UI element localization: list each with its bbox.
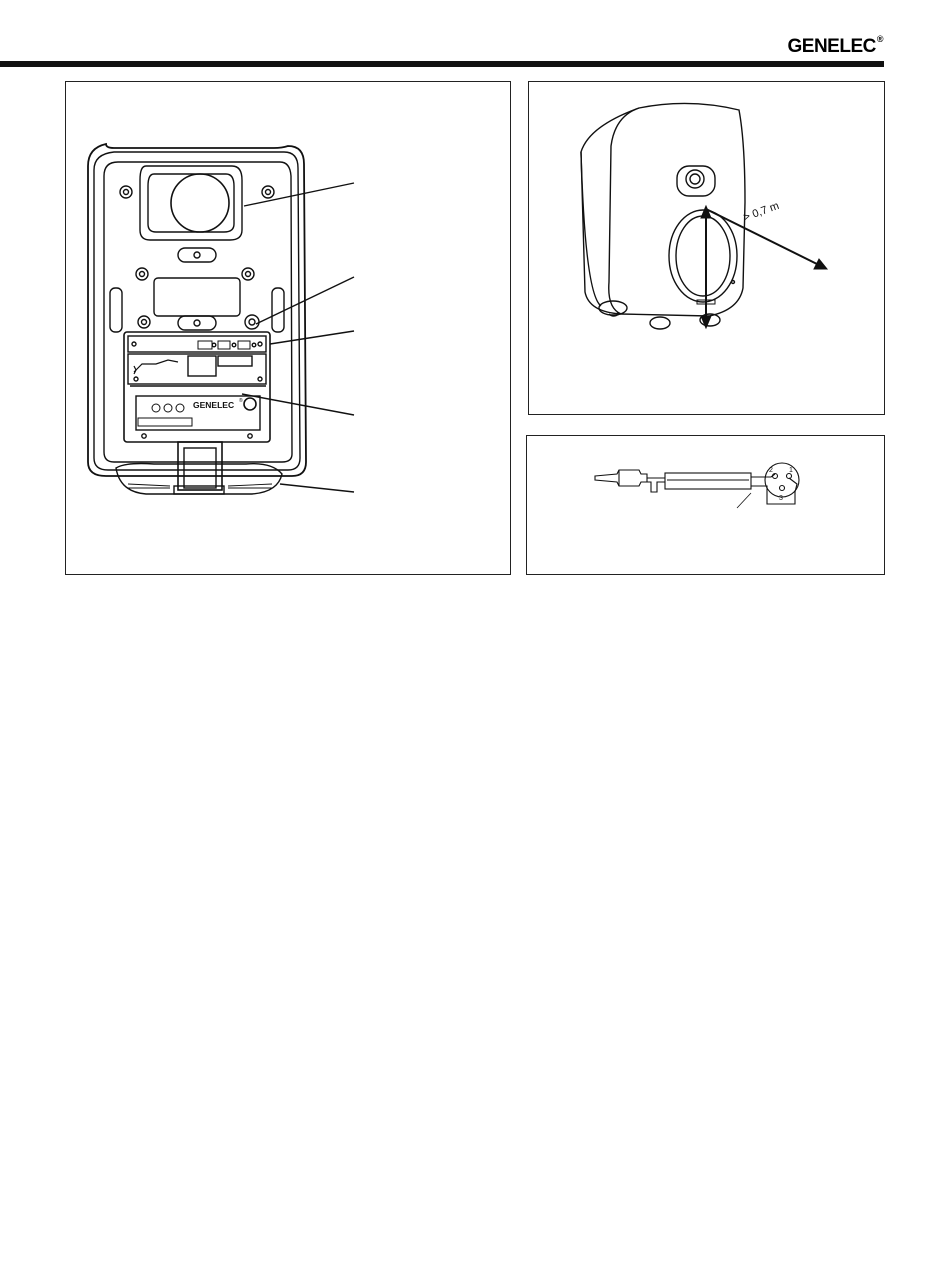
rear-port <box>171 174 229 232</box>
registered-mark: ® <box>876 34 883 44</box>
tweeter <box>686 170 704 188</box>
mount-slot-top <box>178 248 216 262</box>
rca-plug <box>595 470 647 486</box>
callout-line-5 <box>280 484 354 492</box>
label-brand-mark: ® <box>239 398 243 404</box>
power-switch <box>244 398 256 410</box>
callout-line-3 <box>270 331 354 344</box>
pin-3-label: 3 <box>779 495 783 502</box>
dip-switch-1 <box>198 341 212 349</box>
cable-wiring-figure <box>526 435 885 575</box>
cable-jacket <box>665 473 751 489</box>
pin-2-label: 2 <box>769 467 773 474</box>
placement-figure <box>528 81 885 415</box>
mount-slot-bottom <box>178 316 216 330</box>
rear-view-drawing <box>66 82 512 576</box>
dip-switch-3 <box>238 341 250 349</box>
genelec-logo <box>788 36 884 58</box>
tweeter-recess <box>140 166 242 240</box>
brand-text: GENELEC <box>787 36 876 57</box>
speaker-body <box>609 103 745 316</box>
rear-view-figure <box>65 81 511 575</box>
distance-arrow-line <box>706 209 821 266</box>
pin-1-label: 1 <box>789 467 793 474</box>
cable-drawing <box>527 436 886 576</box>
distance-label: > 0,7 m <box>741 199 781 224</box>
header-rule <box>0 61 884 67</box>
callout-line-1 <box>244 183 354 206</box>
callout-line-4 <box>242 394 354 415</box>
label-brand-text: GENELEC <box>193 400 235 410</box>
serial-label-area <box>154 278 240 316</box>
woofer <box>669 210 737 302</box>
dip-switch-2 <box>218 341 230 349</box>
placement-drawing <box>529 82 886 416</box>
